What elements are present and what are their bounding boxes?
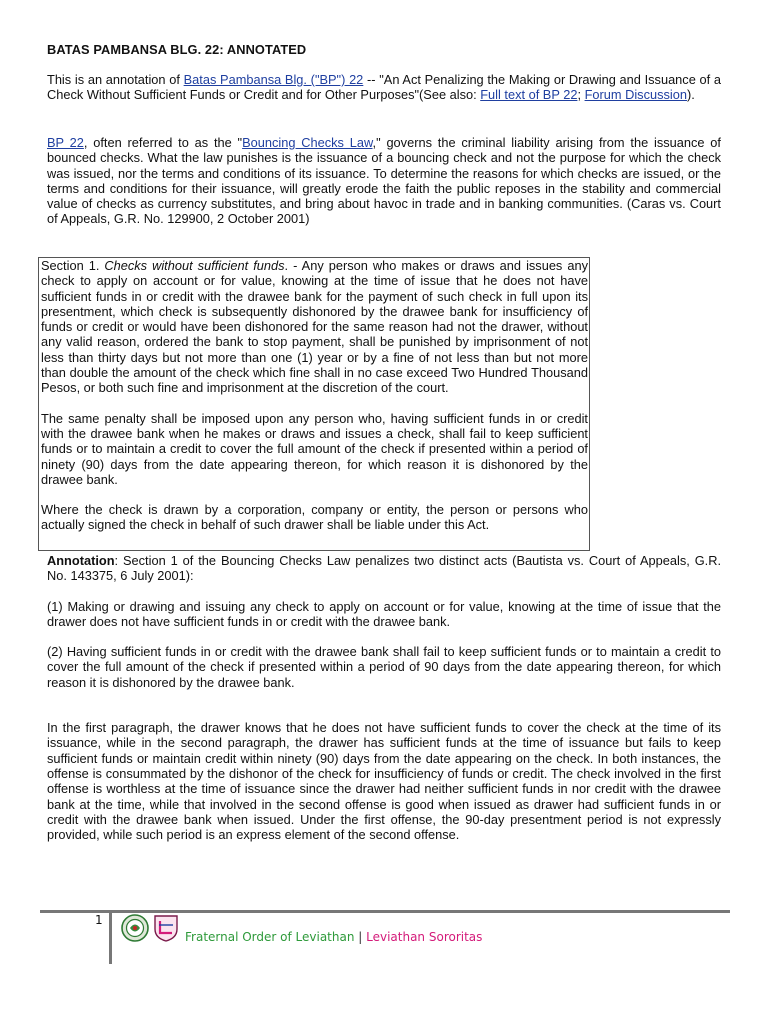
full-text-link[interactable]: Full text of BP 22 (480, 87, 578, 103)
bp22-short-link[interactable]: BP 22 (47, 135, 84, 150)
section1-box (38, 257, 590, 551)
footer-separator: | (354, 930, 367, 944)
section1-paragraph-2: The same penalty shall be imposed upon any person who, having sufficient funds in or credit with the drawee bank when he makes or draws and issues a check, shall fail to keep sufficient funds or to maintain a credit to cover the full amount of the check if presented within a period of ninety (90) days from the date appearing thereon, for which reason it is dishonored by the drawee bank. (41, 410, 588, 487)
annotation-item-1: (1) Making or drawing and issuing any check to apply on account or for value, knowing at the time of issue that the drawer does not have sufficient funds in or credit with the drawee bank. (47, 598, 721, 629)
annotation-intro (47, 553, 721, 584)
annotation-intro-text: : Section 1 of the Bouncing Checks Law penalizes two distinct acts (Bautista vs. Court of Appeals, G.R. No. 143375, 6 July 2001): (47, 553, 721, 584)
intro-text-4: ). (686, 87, 695, 103)
footer-org-fraternal: Fraternal Order of Leviathan (185, 930, 355, 944)
section1-paragraph-1 (41, 258, 589, 396)
annotation-block (47, 553, 721, 857)
intro-text-3: ; (577, 87, 585, 103)
bp22-paragraph (47, 135, 721, 227)
bp22-text-2: ," governs the criminal liability arising from the issuance of bounced checks. What the law punishes is the issuance of a bouncing check and not the purpose for which the check was issued, nor the terms and conditions of its issuance. To determine the reasons for which checks are issued, or the terms and conditions for their issuance, will greatly erode the faith the public reposes in the stability and commercial value of checks as currency substitutes, and bring about havoc in trade and in banking communities. (Caras vs. Court of Appeals, G.R. No. 129900, 2 October 2001) (47, 135, 721, 227)
section-heading: Checks without sufficient funds (104, 258, 285, 273)
intro-text-2: -- "An Act Penalizing the Making or Drawing and Issuance of a Check Without Sufficient Funds or Credit and for Other Purposes"(See also: (47, 72, 722, 103)
annotation-label: Annotation (47, 553, 115, 568)
footer-organizations (185, 930, 482, 945)
section1-text: . - Any person who makes or draws and issues any check to apply on account or for value, knowing at the time of issue that he does not have sufficient funds in or credit with the drawee bank for the payment of such check in full upon its presentment, which check is subsequently dishonored by the drawee bank for insufficiency of funds or credit or would have been dishonored for the same reason had not the drawer, without any valid reason, ordered the bank to stop payment, shall be punished by imprisonment of not less than thirty days but not more than one (1) year or by a fine of not less than but not more than double the amount of the check which fine shall in no case exceed Two Hundred Thousand Pesos, or both such fine and imprisonment at the discretion of the court. (41, 258, 588, 396)
bp22-text: , often referred to as the " (83, 135, 243, 150)
annotation-item-2: (2) Having sufficient funds in or credit with the drawee bank shall fail to keep sufficient funds or to maintain a credit to cover the full amount of the check if presented within a period of 90 days from the date appearing thereon, for which reason it is dishonored by the drawee bank. (47, 644, 721, 690)
bp22-link[interactable]: Batas Pambansa Blg. ("BP") 22 (183, 72, 364, 87)
bouncing-checks-law-link[interactable]: Bouncing Checks Law (242, 135, 373, 150)
sororitas-crest-icon (151, 913, 181, 943)
footer-vertical-divider (109, 910, 112, 964)
intro-text: This is an annotation of (47, 72, 184, 87)
intro-paragraph (47, 72, 721, 103)
section1-paragraph-3: Where the check is drawn by a corporation, company or entity, the person or persons who actually signed the check in behalf of such drawer shall be liable under this Act. (41, 502, 588, 533)
footer-logos (121, 913, 181, 943)
footer-org-sororitas: Leviathan Sororitas (366, 930, 483, 944)
section-label: Section 1. (41, 258, 105, 273)
page-number: 1 (95, 913, 103, 927)
annotation-discussion: In the first paragraph, the drawer knows that he does not have sufficient funds to cover the check at the time of its issuance, while in the second paragraph, the drawer has sufficient funds at the time of issuance but fails to keep sufficient funds or maintain credit within ninety (90) days from the date appearing on the check. In both instances, the offense is consummated by the dishonor of the check for insufficiency of funds or credit. The check involved in the first offense is worthless at the time of issuance since the drawer had neither sufficient funds in nor credit with the drawee bank at the time, while that involved in the second offense is good when issued as drawer had sufficient funds in or credit with the drawee bank when issued. Under the first offense, the 90-day presentment period is not expressly provided, while such period is an express element of the second offense. (47, 720, 721, 843)
forum-discussion-link[interactable]: Forum Discussion (584, 87, 687, 103)
document-title: BATAS PAMBANSA BLG. 22: ANNOTATED (47, 42, 307, 57)
